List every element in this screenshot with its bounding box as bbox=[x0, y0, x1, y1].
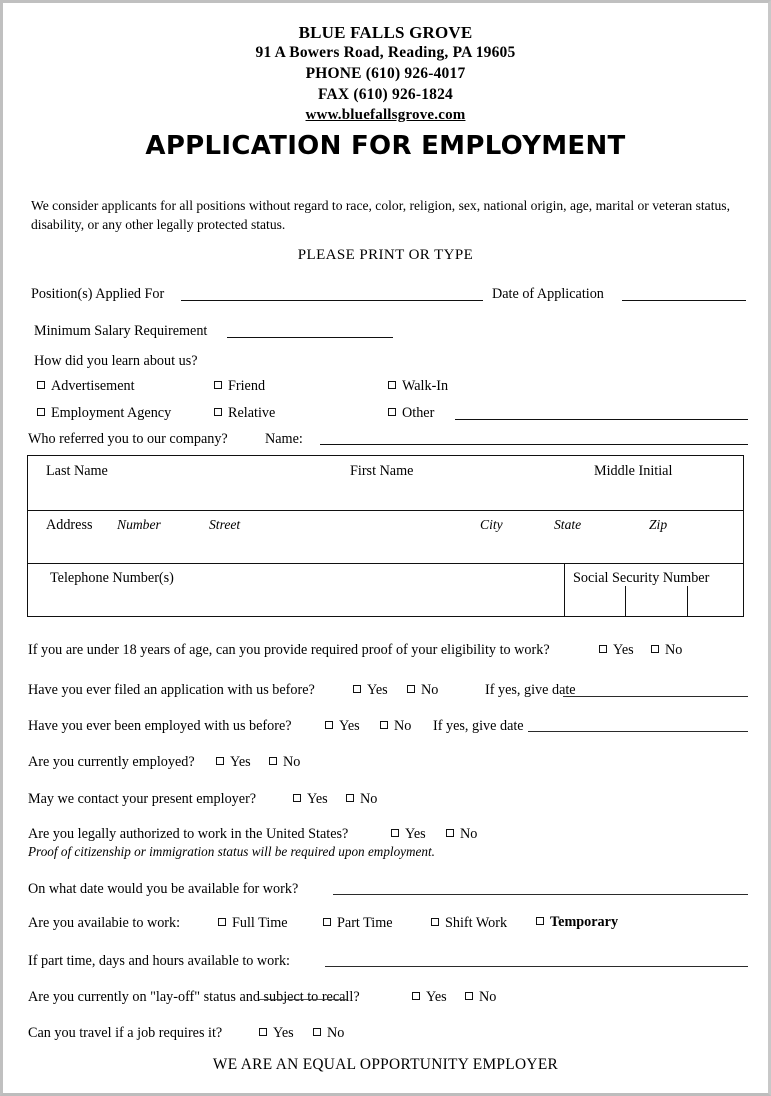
question-available-date-label: On what date would you be available for work? bbox=[28, 881, 299, 897]
company-fax: FAX (610) 926-1824 bbox=[317, 86, 454, 103]
checkbox-square-icon[interactable] bbox=[353, 685, 361, 693]
position-applied-label: Position(s) Applied For bbox=[31, 286, 165, 302]
footer-eeo-statement: WE ARE AN EQUAL OPPORTUNITY EMPLOYER bbox=[212, 1056, 559, 1073]
checkbox-part-time[interactable] bbox=[323, 915, 393, 932]
how-learn-label: How did you learn about us? bbox=[34, 353, 198, 369]
checkbox-shift-work-label: Shift Work bbox=[445, 915, 508, 931]
checkbox-temporary[interactable] bbox=[536, 914, 618, 931]
employed-before-yes-label: Yes bbox=[339, 718, 360, 734]
minimum-salary-input[interactable] bbox=[227, 337, 393, 338]
middle-initial-label: Middle Initial bbox=[594, 463, 673, 479]
question-layoff-label: Are you currently on "lay-off" status and subject to recall? bbox=[28, 989, 360, 1005]
address-state-label: State bbox=[554, 517, 582, 532]
table-divider-row1 bbox=[28, 510, 743, 511]
checkbox-square-icon[interactable] bbox=[599, 645, 607, 653]
checkbox-walk-in-label: Walk-In bbox=[402, 378, 449, 394]
table-divider-ssn bbox=[564, 563, 565, 616]
address-number-label: Number bbox=[117, 517, 161, 532]
scan-artifact-line bbox=[259, 999, 347, 1000]
checkbox-employment-agency-label: Employment Agency bbox=[51, 405, 172, 421]
checkbox-square-icon[interactable] bbox=[259, 1028, 267, 1036]
checkbox-square-icon[interactable] bbox=[407, 685, 415, 693]
company-website-text: www.bluefallsgrove.com bbox=[305, 107, 466, 123]
company-address: 91 A Bowers Road, Reading, PA 19605 bbox=[255, 44, 516, 61]
print-instruction: PLEASE PRINT OR TYPE bbox=[297, 247, 474, 263]
checkbox-square-icon[interactable] bbox=[37, 381, 45, 389]
applicant-info-table bbox=[27, 455, 744, 617]
contact-employer-no-option[interactable] bbox=[346, 791, 377, 808]
employed-before-yes-option[interactable] bbox=[325, 718, 360, 735]
checkbox-square-icon[interactable] bbox=[651, 645, 659, 653]
authorized-no-option[interactable] bbox=[446, 826, 477, 843]
currently-employed-no-label: No bbox=[283, 754, 301, 770]
checkbox-full-time[interactable] bbox=[218, 915, 288, 932]
checkbox-square-icon[interactable] bbox=[346, 794, 354, 802]
question-available-to-work-label: Are you availabie to work: bbox=[28, 915, 181, 931]
employed-before-date-label: If yes, give date bbox=[433, 718, 524, 734]
checkbox-square-icon[interactable] bbox=[388, 408, 396, 416]
checkbox-employment-agency[interactable] bbox=[37, 405, 171, 422]
currently-employed-yes-option[interactable] bbox=[216, 754, 251, 771]
contact-employer-yes-option[interactable] bbox=[293, 791, 328, 808]
checkbox-friend-label: Friend bbox=[228, 378, 266, 394]
employed-before-date-input[interactable] bbox=[528, 731, 748, 732]
question-filed-before-label: Have you ever filed an application with us before? bbox=[28, 682, 315, 698]
layoff-no-option[interactable] bbox=[465, 989, 496, 1006]
question-currently-employed-label: Are you currently employed? bbox=[28, 754, 195, 770]
under18-yes-option[interactable] bbox=[599, 642, 634, 659]
page-title: APPLICATION FOR EMPLOYMENT bbox=[145, 131, 626, 161]
checkbox-relative-label: Relative bbox=[228, 405, 276, 421]
company-name: BLUE FALLS GROVE bbox=[298, 23, 473, 42]
date-of-application-label: Date of Application bbox=[492, 286, 604, 302]
position-applied-input[interactable] bbox=[181, 300, 483, 301]
checkbox-square-icon[interactable] bbox=[269, 757, 277, 765]
contact-employer-yes-label: Yes bbox=[307, 791, 328, 807]
checkbox-square-icon[interactable] bbox=[380, 721, 388, 729]
ssn-label: Social Security Number bbox=[573, 570, 710, 586]
checkbox-walk-in[interactable] bbox=[388, 378, 448, 395]
under18-no-label: No bbox=[665, 642, 683, 658]
travel-no-option[interactable] bbox=[313, 1025, 344, 1042]
checkbox-square-icon[interactable] bbox=[446, 829, 454, 837]
ssn-segment-divider-2 bbox=[687, 586, 688, 616]
under18-yes-label: Yes bbox=[613, 642, 634, 658]
currently-employed-no-option[interactable] bbox=[269, 754, 300, 771]
under18-no-option[interactable] bbox=[651, 642, 682, 659]
ssn-segment-divider-1 bbox=[625, 586, 626, 616]
address-zip-label: Zip bbox=[649, 517, 668, 532]
checkbox-square-icon[interactable] bbox=[216, 757, 224, 765]
travel-yes-option[interactable] bbox=[259, 1025, 294, 1042]
date-of-application-input[interactable] bbox=[622, 300, 746, 301]
authorized-yes-label: Yes bbox=[405, 826, 426, 842]
checkbox-square-icon[interactable] bbox=[391, 829, 399, 837]
employed-before-no-label: No bbox=[394, 718, 412, 734]
checkbox-square-icon[interactable] bbox=[388, 381, 396, 389]
part-time-hours-input[interactable] bbox=[325, 966, 748, 967]
checkbox-square-icon[interactable] bbox=[325, 721, 333, 729]
authorized-yes-option[interactable] bbox=[391, 826, 426, 843]
filed-before-date-input[interactable] bbox=[563, 696, 748, 697]
checkbox-square-icon[interactable] bbox=[536, 917, 544, 925]
checkbox-square-icon[interactable] bbox=[313, 1028, 321, 1036]
checkbox-part-time-label: Part Time bbox=[337, 915, 393, 931]
first-name-label: First Name bbox=[350, 463, 414, 479]
referral-question-label: Who referred you to our company? bbox=[28, 431, 228, 447]
question-under18-label: If you are under 18 years of age, can you provide required proof of your eligibility to work? bbox=[28, 642, 550, 658]
travel-yes-label: Yes bbox=[273, 1025, 294, 1041]
checkbox-square-icon[interactable] bbox=[323, 918, 331, 926]
filed-before-yes-label: Yes bbox=[367, 682, 388, 698]
eeo-statement: We consider applicants for all positions without regard to race, color, religion, sex, national origin, age, marital or veteran status, disability, or any other legally protected status. bbox=[31, 198, 730, 232]
layoff-yes-label: Yes bbox=[426, 989, 447, 1005]
available-date-input[interactable] bbox=[333, 894, 748, 895]
checkbox-friend[interactable] bbox=[214, 378, 265, 395]
table-divider-row2 bbox=[28, 563, 743, 564]
question-contact-employer-label: May we contact your present employer? bbox=[28, 791, 257, 807]
checkbox-relative[interactable] bbox=[214, 405, 275, 422]
authorized-no-label: No bbox=[460, 826, 478, 842]
checkbox-square-icon[interactable] bbox=[412, 992, 420, 1000]
referral-name-input[interactable] bbox=[320, 444, 748, 445]
filed-before-no-label: No bbox=[421, 682, 439, 698]
travel-no-label: No bbox=[327, 1025, 345, 1041]
question-part-time-hours-label: If part time, days and hours available to work: bbox=[28, 953, 290, 969]
address-label: Address bbox=[46, 517, 93, 533]
checkbox-temporary-label: Temporary bbox=[550, 914, 619, 930]
checkbox-advertisement[interactable] bbox=[37, 378, 135, 395]
checkbox-square-icon[interactable] bbox=[214, 381, 222, 389]
last-name-label: Last Name bbox=[46, 463, 108, 479]
currently-employed-yes-label: Yes bbox=[230, 754, 251, 770]
company-website-link[interactable] bbox=[3, 107, 768, 124]
checkbox-square-icon[interactable] bbox=[465, 992, 473, 1000]
contact-employer-no-label: No bbox=[360, 791, 378, 807]
proof-of-citizenship-note: Proof of citizenship or immigration status will be required upon employment. bbox=[28, 844, 435, 859]
other-source-input[interactable] bbox=[455, 419, 748, 420]
layoff-no-label: No bbox=[479, 989, 497, 1005]
filed-before-date-label: If yes, give date bbox=[485, 682, 576, 698]
checkbox-other-label: Other bbox=[402, 405, 435, 421]
checkbox-square-icon[interactable] bbox=[293, 794, 301, 802]
checkbox-square-icon[interactable] bbox=[431, 918, 439, 926]
referral-name-label: Name: bbox=[265, 431, 303, 447]
question-authorized-label: Are you legally authorized to work in the United States? bbox=[28, 826, 349, 842]
checkbox-square-icon[interactable] bbox=[214, 408, 222, 416]
question-travel-label: Can you travel if a job requires it? bbox=[28, 1025, 223, 1041]
checkbox-square-icon[interactable] bbox=[37, 408, 45, 416]
checkbox-square-icon[interactable] bbox=[218, 918, 226, 926]
checkbox-other[interactable] bbox=[388, 405, 434, 422]
address-city-label: City bbox=[480, 517, 503, 532]
filed-before-no-option[interactable] bbox=[407, 682, 438, 699]
company-phone: PHONE (610) 926-4017 bbox=[305, 65, 466, 82]
checkbox-shift-work[interactable] bbox=[431, 915, 507, 932]
address-street-label: Street bbox=[209, 517, 241, 532]
checkbox-full-time-label: Full Time bbox=[232, 915, 288, 931]
filed-before-yes-option[interactable] bbox=[353, 682, 388, 699]
question-employed-before-label: Have you ever been employed with us before? bbox=[28, 718, 292, 734]
telephone-label: Telephone Number(s) bbox=[50, 570, 174, 586]
checkbox-advertisement-label: Advertisement bbox=[51, 378, 135, 394]
layoff-yes-option[interactable] bbox=[412, 989, 447, 1006]
minimum-salary-label: Minimum Salary Requirement bbox=[34, 323, 208, 339]
employed-before-no-option[interactable] bbox=[380, 718, 411, 735]
